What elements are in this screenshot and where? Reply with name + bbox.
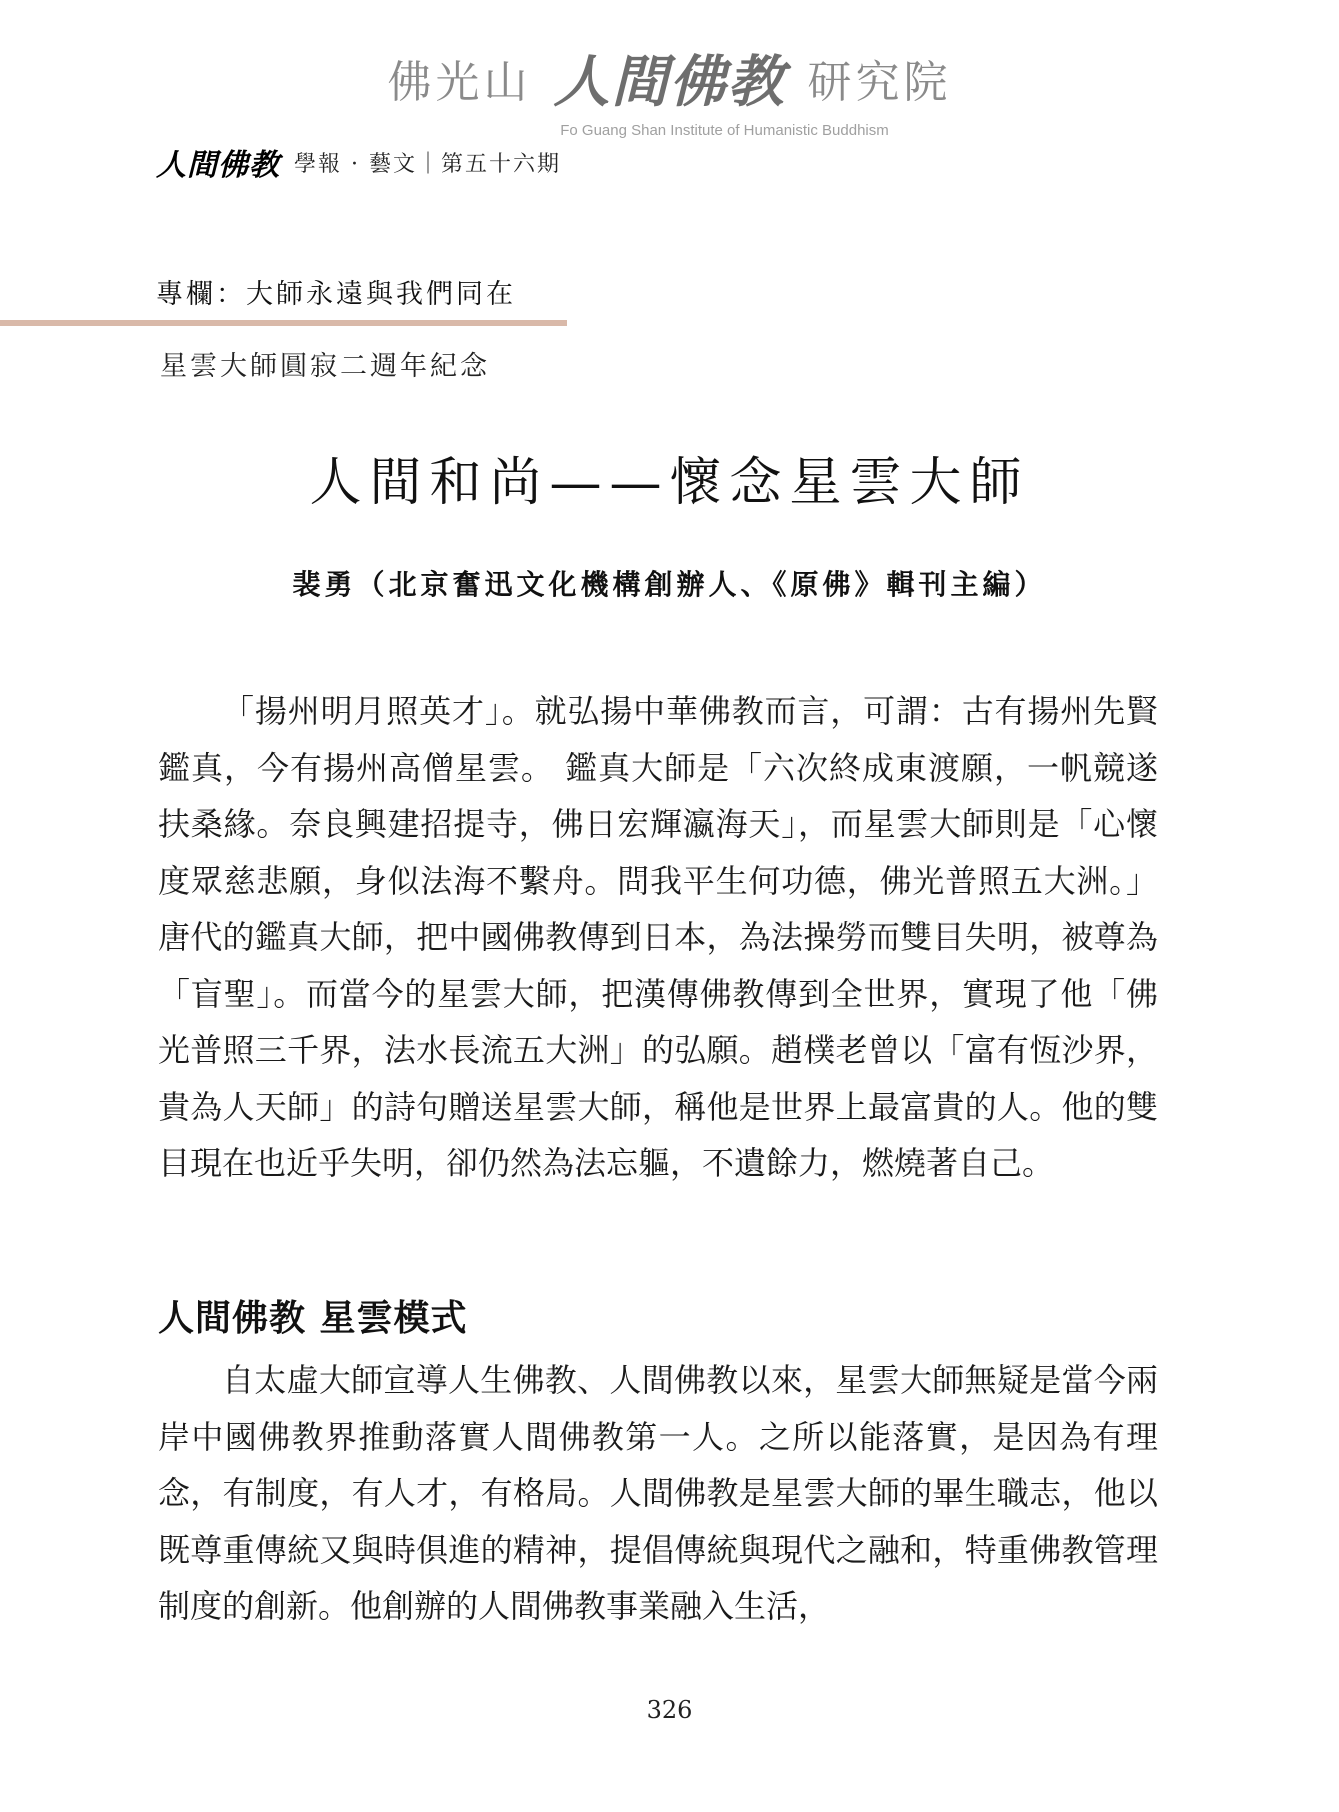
journal-brand-logo: 人間佛教: [156, 148, 280, 183]
page-number: 326: [646, 1696, 693, 1724]
institute-header: [0, 38, 1339, 139]
body-paragraph-2: 自太虛大師宣導人生佛教、人間佛教以來，星雲大師無疑是當今兩岸中國佛教界推動落實人間佛教第一人。之所以能落實，是因為有理念，有制度，有人才，有格局。人間佛教是星雲大師的畢生職志，他以既尊重傳統又與時俱進的精神，提倡傳統與現代之融和，特重佛教管理制度的創新。他創辦的人間佛教事業融入生活，: [158, 1361, 1158, 1625]
institute-brand-logo: 人間佛教: [553, 49, 786, 115]
column-heading: 專欄：大師永遠與我們同在: [156, 279, 516, 310]
section-heading: 人間佛教 星雲模式: [158, 1297, 468, 1339]
institute-english-name: Fo Guang Shan Institute of Humanistic Buddhism: [560, 122, 889, 139]
article-title: 人間和尚——懷念星雲大師: [309, 453, 1030, 513]
journal-issue-info: 學報 · 藝文｜第五十六期: [294, 151, 561, 177]
article-author: 裴勇（北京奮迅文化機構創辦人、《原佛》輯刊主編）: [292, 568, 1047, 601]
institute-title-left: 佛光山: [387, 57, 532, 108]
journal-running-header: [156, 140, 561, 184]
column-divider: [0, 320, 567, 326]
body-paragraph-1: 「揚州明月照英才」。就弘揚中華佛教而言，可謂：古有揚州先賢鑑真，今有揚州高僧星雲。 鑑真大師是「六次終成東渡願，一帆競遂扶桑緣。奈良興建招提寺，佛日宏輝瀛海天」，而星雲大師則是「心懷度眾慈悲願，身似法海不繫舟。問我平生何功德，佛光普照五大洲。」唐代的鑑真大師，把中國佛教傳到日本，為法操勞而雙目失明，被尊為「盲聖」。而當今的星雲大師，把漢傳佛教傳到全世界，實現了他「佛光普照三千界，法水長流五大洲」的弘願。趙樸老曾以「富有恆沙界，貴為人天師」的詩句贈送星雲大師，稱他是世界上最富貴的人。他的雙目現在也近乎失明，卻仍然為法忘軀，不遺餘力，燃燒著自己。: [158, 692, 1158, 1182]
column-subheading: 星雲大師圓寂二週年紀念: [160, 351, 490, 382]
institute-title: [388, 38, 952, 118]
institute-title-right: 研究院: [807, 57, 952, 108]
